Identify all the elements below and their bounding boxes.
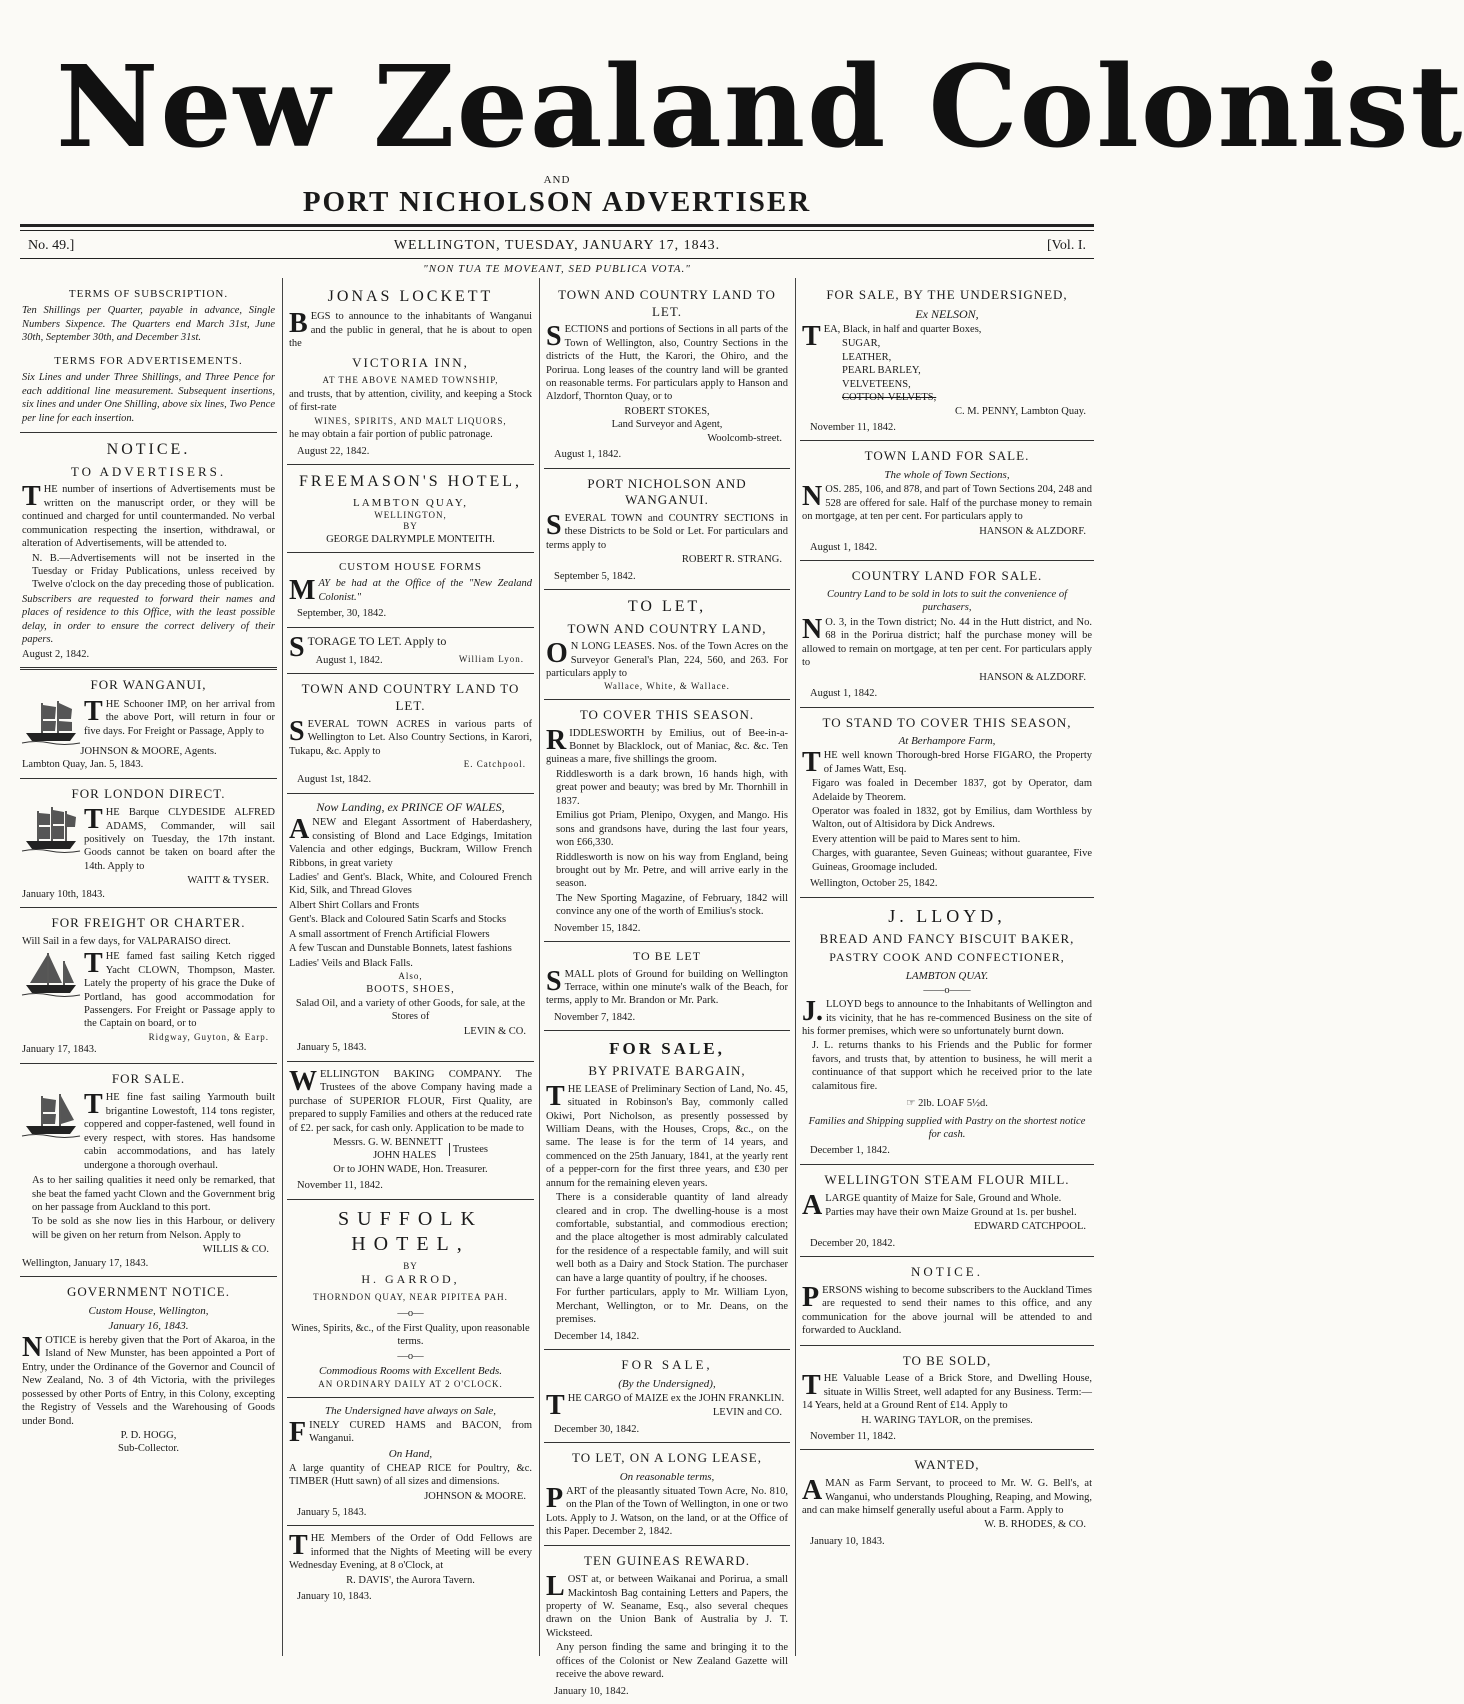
trustee-name: Messrs. G. W. BENNETT <box>333 1136 443 1148</box>
ad-body: HE fine fast sailing Yarmouth built brigantine Lowestoft, 114 tons register, coppered and copper-fastened, well found in every respect, with stores. Has handsome cabin accommodations, and has lately undergone a thorough overhaul. <box>84 1092 275 1171</box>
ad-place: LAMBTON QUAY. <box>905 969 989 982</box>
ad-heading: TEN GUINEAS REWARD. <box>584 1553 750 1569</box>
ad-riddlesworth <box>544 700 790 942</box>
ad-signature: R. DAVIS', the Aurora Tavern. <box>346 1574 475 1586</box>
ad-heading: FOR SALE, <box>621 1356 713 1372</box>
ad-subheading: (By the Undersigned), <box>618 1377 716 1390</box>
ad-heading: TO LET, ON A LONG LEASE, <box>572 1449 762 1465</box>
column-divider <box>539 278 540 1656</box>
notice-advertisers <box>20 433 277 670</box>
ad-body: O. 3, in the Town district; No. 44 in the Hutt district, and No. 68 in the Porirua district; half the purchase money will be allowed to remain on mortgage, at ten per cent. For particulars apply to <box>802 616 1092 669</box>
terms-advertisements-heading: TERMS FOR ADVERTISEMENTS. <box>54 355 243 368</box>
ship-icon <box>22 805 80 853</box>
newspaper-page <box>20 40 1464 1697</box>
motto: "NON TUA TE MOVEANT, SED PUBLICA VOTA." <box>423 263 691 275</box>
ad-signature: LEVIN & CO. <box>463 1025 526 1037</box>
ad-heading: FOR LONDON DIRECT. <box>71 785 226 801</box>
ad-body: A large quantity of CHEAP RICE for Poultry, &c. TIMBER (Hutt sawn) of all sizes and dimensions. <box>289 1462 532 1488</box>
ad-date: January 10, 1843. <box>297 1591 372 1603</box>
ad-odd-fellows <box>287 1526 534 1609</box>
ornament: ——o—— <box>923 984 971 996</box>
ad-signature: HANSON & ALZDORF. <box>979 525 1086 537</box>
ad-subheading: Country Land to be sold in lots to suit the convenience of purchasers, <box>826 589 1067 614</box>
loaf-price <box>802 1097 1092 1110</box>
ad-body: Wines, Spirits, &c., of the First Quality, upon reasonable terms. <box>291 1322 530 1348</box>
ad-body: and trusts, that by attention, civility, and keeping a Stock of first-rate <box>289 388 532 414</box>
ad-body: Salad Oil, and a variety of other Goods, for sale, at the Stores of <box>295 998 526 1023</box>
ad-wanted <box>800 1450 1094 1554</box>
ad-body: ERSONS wishing to become subscribers to the Auckland Times are requested to send their names to this office, and any communication for the above journal will be attended to and forwarded to Auckland. <box>802 1284 1092 1337</box>
ad-date: August 1, 1842. <box>810 541 878 553</box>
masthead-and: AND <box>543 174 571 186</box>
ad-body: EA, Black, in half and quarter Boxes, <box>823 323 982 335</box>
ad-town-land-sale <box>800 441 1094 561</box>
ad-body: HE well known Thorough-bred Horse FIGARO, the Property of James Watt, Esq. <box>823 750 1092 775</box>
ad-body: Emilius got Priam, Plenipo, Oxygen, and Mango. His sons and grandsons have, during the last four years, won £66,330. <box>556 810 788 849</box>
ad-heading: J. LLOYD, <box>888 905 1006 926</box>
ad-heading: SUFFOLK HOTEL, <box>338 1207 483 1256</box>
ad-body: ECTIONS and portions of Sections in all parts of the Town of Wellington, also, Country Sections in the districts of the Hutt, the Karori, the Ohiro, and the Porirua. Long leases of the country land will be granted on reasonable terms. For particulars apply to Hanson and Alzdorf, Thornton Quay, or to <box>546 324 788 403</box>
ad-intro: Will Sail in a few days, for VALPARAISO direct. <box>22 935 231 947</box>
ad-date: Wellington, January 17, 1843. <box>22 1257 149 1269</box>
ad-date: September, 30, 1842. <box>297 608 387 620</box>
ship-icon <box>22 1090 80 1138</box>
ad-port-nicholson-wanganui <box>544 469 790 590</box>
ad-heading: TO BE LET <box>632 949 702 964</box>
ad-subheading: PASTRY COOK AND CONFECTIONER, <box>829 950 1065 965</box>
ad-line: THORNDON QUAY, NEAR PIPITEA PAH. <box>313 1291 508 1302</box>
ad-heading: PORT NICHOLSON AND WANGANUI. <box>587 475 747 508</box>
drop-cap: T <box>546 1080 565 1112</box>
drop-cap: S <box>546 509 562 541</box>
notice-paragraph: Subscribers are requested to forward their names and places of residence to this Office, with the least possible delay, in order to ensure the correct delivery of their papers. <box>22 593 275 646</box>
ad-freemasons-hotel <box>287 465 534 553</box>
ad-for-sale-private <box>544 1031 790 1350</box>
ad-signature-line: Woolcomb-street. <box>707 432 782 444</box>
drop-cap: T <box>289 1530 308 1562</box>
ad-heading: TO BE SOLD, <box>902 1352 992 1368</box>
ad-body: OS. 285, 106, and 878, and part of Town Sections 204, 248 and 528 are offered for sale. Half of the purchase money to remain on mortgage, at ten per cent. For particulars apply to <box>802 484 1092 523</box>
ad-body: AY be had at the Office of the "New Zealand Colonist." <box>318 578 532 603</box>
ad-body: Riddlesworth is now on his way from England, being brought out by Mr. Petre, and will arrive early in the season. <box>556 851 788 890</box>
ad-body: MALL plots of Ground for building on Wellington Terrace, within one minute's walk of the Beach, for terms, apply to Mr. Brandon or Mr. Park. <box>546 968 788 1007</box>
ad-line: A few Tuscan and Dunstable Bonnets, latest fashions <box>289 943 512 955</box>
ad-line: Commodious Rooms with Excellent Beds. <box>318 1365 502 1378</box>
ad-body: Any person finding the same and bringing it to the offices of the Colonist or New Zealand Gazette will receive the above reward. <box>556 1642 788 1681</box>
ad-body: LLOYD begs to announce to the Inhabitants of Wellington and its vicinity, that he has re-commenced Business on the site of his former premises, which were so unfortunately burnt down. <box>802 999 1092 1037</box>
ad-ten-guineas-reward <box>544 1546 790 1704</box>
ad-date: December 1, 1842. <box>810 1145 890 1157</box>
terms-block <box>20 280 277 433</box>
ad-body: Operator was foaled in 1832, got by Emilius, dam Worthless by Walton, out of Altisidora by Dick Andrews. <box>812 805 1092 831</box>
ad-date: January 10, 1843. <box>810 1535 885 1547</box>
drop-cap: B <box>289 308 308 340</box>
ad-freight-charter <box>20 908 277 1064</box>
ad-signature: William Lyon. <box>458 653 524 664</box>
ad-baking-company <box>287 1062 534 1200</box>
ad-body: As to her sailing qualities it need only be remarked, that she beat the famed yacht Clown and the Government brig on her passage from Auckland to this port. <box>32 1175 275 1213</box>
ad-body: Charges, with guarantee, Seven Guineas; without guarantee, Five Guineas, Groomage included. <box>812 848 1092 873</box>
notice-subheading: TO ADVERTISERS. <box>70 463 227 479</box>
ad-line: WELLINGTON, <box>374 509 447 520</box>
drop-cap: P <box>546 1482 564 1514</box>
ad-signature: Wallace, White, & Wallace. <box>604 681 730 692</box>
ad-heading: FOR FREIGHT OR CHARTER. <box>51 915 246 931</box>
masthead-rule-thin <box>20 230 1094 231</box>
column-divider <box>282 278 283 1656</box>
column-3 <box>544 280 790 1697</box>
ad-subheading: The whole of Town Sections, <box>884 469 1010 482</box>
ad-date: November 15, 1842. <box>554 922 641 934</box>
ad-signature: WAITT & TYSER. <box>187 875 269 887</box>
drop-cap: A <box>802 1189 823 1221</box>
ad-signature: ROBERT R. STRANG. <box>681 554 782 566</box>
ad-body: NEW and Elegant Assortment of Haberdashery, consisting of Blond and Lace Edgings, Imitation Valencia and other edgings, Buckram, Willow French Ribbons, in great variety <box>289 817 532 869</box>
ad-heading: TOWN AND COUNTRY LAND TO LET. <box>558 287 776 319</box>
ad-body: To be sold as she now lies in this Harbour, or delivery will be given on her return from Nelson. Apply to <box>32 1216 275 1241</box>
ad-custom-house-forms <box>287 553 534 627</box>
ad-line: BY <box>403 1260 418 1271</box>
ad-body: N LONG LEASES. Nos. of the Town Acres on the Surveyor General's Plan, 224, 560, and 263. For particulars apply to <box>546 641 788 680</box>
goods-item: PEARL BARLEY, <box>842 365 921 377</box>
masthead-subtitle: PORT NICHOLSON ADVERTISER <box>302 186 812 218</box>
ad-signature: EDWARD CATCHPOOL. <box>973 1221 1086 1233</box>
notice-heading: NOTICE. <box>106 441 191 459</box>
ad-body: OST at, or between Waikanai and Porirua, a small Mackintosh Bag containing Letters and Papers, the property of W. Seaname, Esq., also several cheques drawn on the Union Bank of Australia by J. T. Wicksteed. <box>546 1574 788 1639</box>
ad-jonas-lockett <box>287 280 534 465</box>
government-notice <box>20 1277 277 1462</box>
drop-cap: T <box>84 948 103 980</box>
ornament: —o— <box>397 1350 424 1362</box>
ad-heading: COUNTRY LAND FOR SALE. <box>851 568 1043 584</box>
ad-date: December 30, 1842. <box>554 1423 640 1435</box>
ad-figaro <box>800 708 1094 898</box>
drop-cap: W <box>289 1065 317 1097</box>
ad-heading: NOTICE. <box>911 1264 983 1280</box>
ad-heading: GOVERNMENT NOTICE. <box>67 1284 230 1300</box>
drop-cap: N <box>22 1331 43 1363</box>
ad-body: HE Valuable Lease of a Brick Store, and Dwelling House, situate in Willis Street, well adapted for any Business. Term:—14 Years, held at a Ground Rent of £14. Apply to <box>802 1373 1092 1412</box>
drop-cap: M <box>289 575 316 607</box>
drop-cap: N <box>802 613 823 645</box>
ad-subheading: BY PRIVATE BARGAIN, <box>588 1063 746 1079</box>
ad-town-country-land <box>287 674 534 794</box>
ad-body: he may obtain a fair portion of public patronage. <box>289 429 493 441</box>
notice-paragraph: N. B.—Advertisements will not be inserted in the Tuesday or Friday Publications, unless received by Twelve o'clock on the day preceding those of publication. <box>32 552 275 591</box>
ad-signature: HANSON & ALZDORF. <box>979 671 1086 683</box>
ad-body: MAN as Farm Servant, to proceed to Mr. W. G. Bell's, at Wanganui, who understands Ploughing, Reaping, and Mowing, and can make himself generally useful about a Farm. Apply to <box>802 1478 1092 1516</box>
ad-body: Riddlesworth is a dark brown, 16 hands high, with great power and beauty; was bred by Mr. Thornhill in 1837. <box>556 768 788 807</box>
goods-item: SUGAR, <box>842 338 881 350</box>
ad-signature: ROBERT STOKES, <box>624 405 710 417</box>
ad-body: IDDLESWORTH by Emilius, out of Bee-in-a-Bonnet by Blacklock, out of Maniac, &c. &c. Ten guineas a mare, five shillings the groom. <box>546 727 788 766</box>
ad-line: Also, <box>398 971 423 982</box>
ad-date: January 5, 1843. <box>297 1042 367 1054</box>
ad-signature: H. WARING TAYLOR, on the premises. <box>861 1414 1033 1426</box>
ad-steam-flour-mill <box>800 1165 1094 1257</box>
drop-cap: T <box>802 1370 821 1402</box>
ad-signature-title: Sub-Collector. <box>118 1443 179 1455</box>
ornament: —o— <box>397 1308 424 1320</box>
ad-body: Every attention will be paid to Mares sent to him. <box>812 833 1021 845</box>
ad-date: December 20, 1842. <box>810 1237 896 1249</box>
drop-cap: A <box>802 1475 823 1507</box>
ad-inn-name: VICTORIA INN, <box>352 354 469 370</box>
ad-date: August 22, 1842. <box>297 445 370 457</box>
ad-body: ELLINGTON BAKING COMPANY. The Trustees of the above Company having made a purchase of SUPERIOR FLOUR, First Quality, are prepared to supply Families and others at the reduced rate of £2. per sack, for cash only. Application to be made to <box>289 1068 532 1134</box>
ad-date: November 11, 1842. <box>297 1180 383 1192</box>
ad-heading: CUSTOM HOUSE FORMS <box>338 561 483 574</box>
ad-signature: WILLIS & CO. <box>202 1244 269 1256</box>
ad-body: EGS to announce to the inhabitants of Wanganui and the public in general, that he is about to open the <box>289 311 532 350</box>
ad-heading: TO COVER THIS SEASON. <box>579 706 755 722</box>
ad-body: Parties may have their own Maize Ground at 1s. per bushel. <box>825 1206 1077 1218</box>
ad-line: WINES, SPIRITS, AND MALT LIQUORS, <box>314 415 507 426</box>
ad-signature: W. B. RHODES, & CO. <box>984 1519 1086 1531</box>
drop-cap: S <box>546 965 562 997</box>
drop-cap: R <box>546 724 567 756</box>
ad-body: The New Sporting Magazine, of February, 1842 will convince any one of the worth of Emilius's stock. <box>556 892 788 918</box>
drop-cap: A <box>289 814 310 846</box>
drop-cap: O <box>546 638 568 670</box>
ad-body: TORAGE TO LET. Apply to <box>307 633 447 648</box>
ad-signature: P. D. HOGG, <box>120 1429 177 1441</box>
ad-ex-nelson <box>800 280 1094 441</box>
ad-body: Families and Shipping supplied with Pastry on the shortest notice for cash. <box>808 1115 1086 1141</box>
ad-line: Or to JOHN WADE, Hon. Treasurer. <box>333 1163 488 1175</box>
dateline <box>20 234 1094 256</box>
column-divider <box>795 278 796 1656</box>
drop-cap: J. <box>802 996 823 1028</box>
ad-heading: FOR SALE, <box>609 1039 725 1059</box>
drop-cap: T <box>802 747 821 779</box>
ad-subheading: At Berhampore Farm, <box>898 735 996 748</box>
ad-date: November 11, 1842. <box>810 422 896 434</box>
drop-cap: T <box>84 1089 103 1121</box>
ad-for-sale <box>20 1064 277 1277</box>
ad-heading: The Undersigned have always on Sale, <box>324 1404 497 1417</box>
ad-body: For further particulars, apply to Mr. William Lyon, Merchant, Wellington, or to Mr. Deans, on the premises. <box>556 1287 788 1326</box>
ad-body: EVERAL TOWN and COUNTRY SECTIONS in these Districts to be Sold or Let. For particulars and terms apply to <box>546 512 788 551</box>
drop-cap: T <box>84 695 103 727</box>
ad-body: HE CARGO of MAIZE ex the JOHN FRANKLIN. <box>567 1392 785 1404</box>
drop-cap: T <box>546 1389 565 1421</box>
ad-line: Albert Shirt Collars and Fronts <box>289 899 420 911</box>
ad-heading: TOWN AND COUNTRY LAND TO LET. <box>301 681 520 714</box>
dateline-rule <box>20 258 1094 259</box>
ad-line: AN ORDINARY DAILY AT 2 O'CLOCK. <box>318 1379 503 1390</box>
ship-icon <box>22 949 80 997</box>
ad-long-lease <box>544 1443 790 1546</box>
ad-date: August 1, 1842. <box>810 688 878 700</box>
trustees-label: Trustees <box>449 1143 488 1156</box>
ad-signature: JOHNSON & MOORE, Agents. <box>80 745 217 757</box>
terms-subscription-heading: TERMS OF SUBSCRIPTION. <box>68 288 229 300</box>
ad-heading: FOR SALE, BY THE UNDERSIGNED, <box>826 287 1068 302</box>
ad-date: August 1, 1842. <box>554 449 622 461</box>
drop-cap: F <box>289 1416 307 1448</box>
notice-date: January 16, 1843. <box>108 1319 189 1332</box>
masthead-rule <box>20 224 1094 227</box>
ad-signature: E. Catchpool. <box>463 758 526 769</box>
ad-heading: FOR WANGANUI, <box>90 677 207 692</box>
ad-date: January 5, 1843. <box>297 1506 367 1518</box>
ad-signature: JOHNSON & MOORE. <box>424 1490 526 1502</box>
volume-number: [Vol. I. <box>1046 238 1086 253</box>
ad-date: Lambton Quay, Jan. 5, 1843. <box>22 759 144 771</box>
ad-date: January 10th, 1843. <box>22 888 105 900</box>
ad-to-be-sold <box>800 1346 1094 1451</box>
ad-heading: FOR SALE. <box>111 1070 186 1086</box>
loaf-price-text: 2lb. LOAF 5½d. <box>918 1098 988 1110</box>
ad-subheading: On reasonable terms, <box>619 1470 715 1483</box>
ad-signature: C. M. PENNY, Lambton Quay. <box>955 405 1086 417</box>
goods-item: LEATHER, <box>842 351 892 363</box>
terms-advertisements-text: Six Lines and under Three Shillings, and Three Pence for each additional line measurement. Subsequent insertions, six lines and under One Shilling, above six lines, Two Pence per line for each insertion. <box>22 372 275 424</box>
ad-to-be-let <box>544 942 790 1031</box>
ad-body: HE Barque CLYDESIDE ALFRED ADAMS, Commander, will sail positively on Tuesday, the 17th instant. Goods cannot be taken on board after the 14th. Apply to <box>84 807 275 872</box>
ad-line: BOOTS, SHOES, <box>366 983 455 995</box>
ad-body: Figaro was foaled in December 1837, got by Operator, dam Adelaide by Theorem. <box>812 778 1092 803</box>
issue-number: No. 49.] <box>28 238 75 253</box>
ad-subheading: Ex NELSON, <box>915 306 979 321</box>
ship-icon <box>22 697 80 745</box>
ad-to-let <box>544 590 790 700</box>
issue-date: WELLINGTON, TUESDAY, JANUARY 17, 1843. <box>393 238 721 253</box>
terms-subscription-text: Ten Shillings per Quarter, payable in advance, Single Numbers Sixpence. The Quarters end March 31st, June 30th, September 30th, and December 31st. <box>22 305 275 343</box>
ad-hams-bacon <box>287 1398 534 1527</box>
ad-signature-line: Land Surveyor and Agent, <box>611 419 723 431</box>
ad-line: BY <box>403 521 418 532</box>
ad-london-direct <box>20 779 277 909</box>
drop-cap: S <box>289 631 305 663</box>
ad-heading: TOWN LAND FOR SALE. <box>864 448 1030 464</box>
ad-body: OTICE is hereby given that the Port of Akaroa, in the Island of New Munster, has been appointed a Port of Entry, under the Ordinance of the Governor and Council of New Zealand, No. 3 of 4th Victoria, with the privileges possessed by other Ports of Entry, in this Colony, excepting the Registry of Vessels and the Warehousing of Goods under Bond. <box>22 1334 275 1427</box>
ad-line: A small assortment of French Artificial Flowers <box>289 928 490 940</box>
ad-date: Wellington, October 25, 1842. <box>810 878 938 890</box>
ad-line: Ladies' and Gent's. Black, White, and Coloured French Kid, Silk, and Thread Gloves <box>289 872 532 897</box>
ad-body: LARGE quantity of Maize for Sale, Ground and Whole. <box>825 1192 1062 1204</box>
ad-heading: FREEMASON'S HOTEL, <box>298 473 523 491</box>
drop-cap: S <box>546 321 562 353</box>
ad-date: September 5, 1842. <box>554 570 636 582</box>
ad-signature: LEVIN and CO. <box>712 1407 782 1419</box>
ad-date: November 11, 1842. <box>810 1431 896 1443</box>
ad-body: There is a considerable quantity of land already cleared and in crop. The dwelling-house is a most comfortable, substantial, and commodious erection; and the place altogether is most admirably calculated for the residence of a respectable family, and will suit well both as a Dairy and Stock Station. The purchaser can have a large quantity of poultry, if he chooses. <box>556 1192 788 1284</box>
drop-cap: T <box>802 320 821 352</box>
goods-item: COTTON-VELVETS, <box>842 392 937 404</box>
ad-heading: TO STAND TO COVER THIS SEASON, <box>822 714 1072 730</box>
ad-cargo-maize <box>544 1350 790 1443</box>
drop-cap: L <box>546 1571 565 1603</box>
ad-heading: WANTED, <box>914 1457 980 1473</box>
ad-line: On Hand, <box>388 1447 433 1460</box>
drop-cap: N <box>802 481 823 513</box>
column-1 <box>20 280 277 1655</box>
ad-storage <box>287 628 534 675</box>
ad-body: HE Members of the Order of Odd Fellows are informed that the Nights of Meeting will be every Wednesday Evening, at 8 o'Clock, at <box>289 1533 532 1572</box>
ad-body: J. L. returns thanks to his Friends and the Public for former favors, and trusts that, by attention to business, he will merit a continuance of that support which he received prior to the late calamitous fire. <box>812 1040 1092 1092</box>
notice-place: Custom House, Wellington, <box>88 1304 209 1317</box>
ad-body: ART of the pleasantly situated Town Acre, No. 810, on the Plan of the Town of Wellington, in one or two Lots. Apply to J. Watson, on the land, or at the Office of this Paper. December 2, 1842. <box>546 1485 788 1537</box>
drop-cap: T <box>84 804 103 836</box>
ad-for-wanganui <box>20 670 277 779</box>
ad-notice-auckland <box>800 1257 1094 1345</box>
ad-line: AT THE ABOVE NAMED TOWNSHIP, <box>322 375 499 386</box>
ad-j-lloyd <box>800 898 1094 1165</box>
ad-subheading: TOWN AND COUNTRY LAND, <box>567 620 767 636</box>
ad-body: HE Schooner IMP, on her arrival from the above Port, will return in four or five days. For Freight or Passage, Apply to <box>84 698 275 737</box>
ad-body: HE LEASE of Preliminary Section of Land, No. 45, situated in Robinson's Bay, commonly called Okiwi, Port Nicholson, as presently possessed by William Deans, with the Houses, Crops, &c., on the same. The lease is for the term of 14 years, and commenced on the 25th January, 1841, at the yearly rent of a pepper-corn for the first three years, and £30 per annum for the remaining eleven years. <box>546 1083 788 1189</box>
notice-paragraph: HE number of insertions of Advertisements must be written on the manuscript order, or they will be continued and charged for until countermanded. No verbal communication respecting the insertion, withdrawal, or alteration of Advertisements, will be attended to. <box>22 484 275 550</box>
ad-heading: JONAS LOCKETT <box>327 288 494 305</box>
ad-date: December 14, 1842. <box>554 1330 640 1342</box>
ad-date: August 1st, 1842. <box>297 774 372 786</box>
ad-body: EVERAL TOWN ACRES in various parts of Wellington to Let. Also Country Sections, in Karori, Tukapu, &c. Apply to <box>289 718 532 757</box>
ad-prince-of-wales <box>287 794 534 1062</box>
ad-signature: Ridgway, Guyton, & Earp. <box>148 1031 269 1042</box>
ad-town-country-land-let <box>544 280 790 469</box>
ad-suffolk-hotel <box>287 1200 534 1398</box>
ad-date: January 17, 1843. <box>22 1044 97 1056</box>
notice-date: August 2, 1842. <box>22 648 90 660</box>
ad-body: INELY CURED HAMS and BACON, from Wanganui. <box>309 1419 532 1445</box>
ad-date: January 10, 1842. <box>554 1685 629 1697</box>
ad-body: HE famed fast sailing Ketch rigged Yacht CLOWN, Thompson, Master. Lately the property of his grace the Duke of Portland, has good accommodation for Passengers. For Freight or Passage apply to the Captain on board, or to <box>84 951 275 1030</box>
goods-item: VELVETEENS, <box>842 378 911 390</box>
column-4 <box>800 280 1094 1655</box>
ad-date: November 7, 1842. <box>554 1011 636 1023</box>
ad-heading: TO LET, <box>627 598 707 616</box>
ad-line: Ladies' Veils and Black Falls. <box>289 957 413 969</box>
ad-line: LAMBTON QUAY, <box>352 496 469 509</box>
ad-heading: Now Landing, ex PRINCE OF WALES, <box>316 799 505 814</box>
column-2 <box>287 280 534 1655</box>
drop-cap: T <box>22 481 41 513</box>
ad-country-land-sale <box>800 561 1094 707</box>
pointing-hand-icon: ☞ <box>906 1098 916 1110</box>
drop-cap: S <box>289 715 305 747</box>
trustee-name: JOHN HALES <box>373 1150 437 1162</box>
drop-cap: P <box>802 1281 820 1313</box>
ad-date: August 1, 1842. <box>315 654 383 666</box>
ad-subheading: BREAD AND FANCY BISCUIT BAKER, <box>819 930 1075 946</box>
ad-name: H. GARROD, <box>361 1272 460 1287</box>
ad-name: GEORGE DALRYMPLE MONTEITH. <box>326 533 495 545</box>
ad-heading: WELLINGTON STEAM FLOUR MILL. <box>824 1171 1070 1187</box>
masthead-title: New Zealand Colonist <box>56 42 1464 173</box>
ad-line: Gent's. Black and Coloured Satin Scarfs and Stocks <box>289 914 507 926</box>
